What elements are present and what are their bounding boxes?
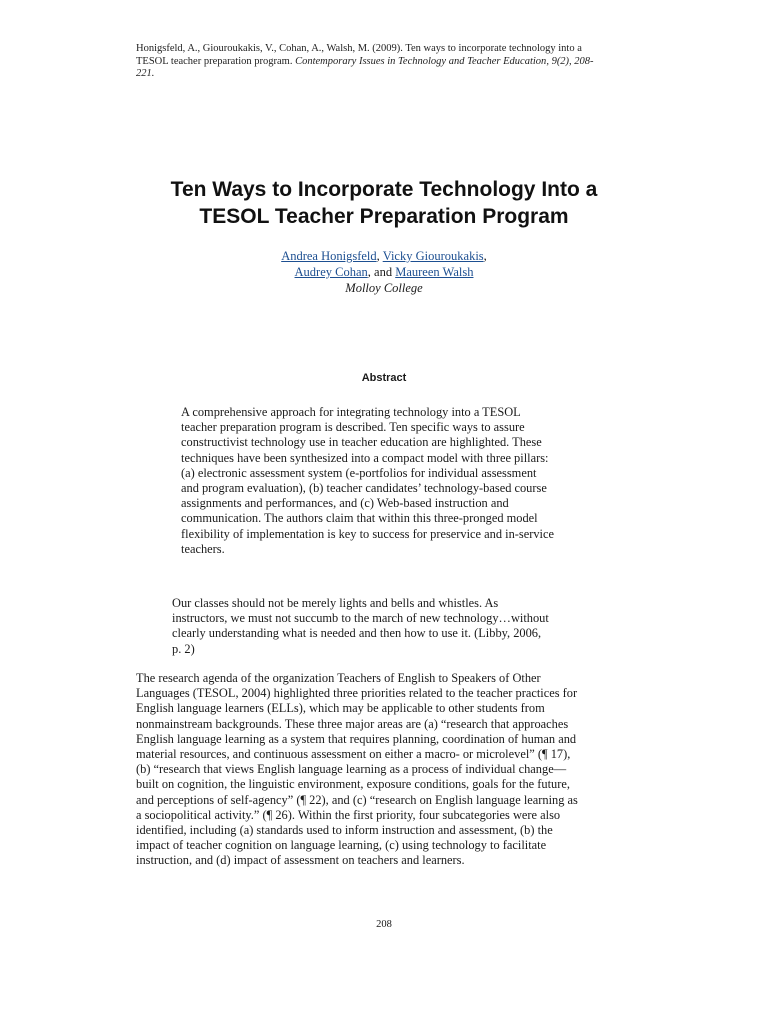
abstract-text-line: and program evaluation), (b) teacher candidates’ technology-based course [181, 481, 547, 496]
page-number: 208 [376, 919, 392, 930]
body-paragraph-line: nonmainstream backgrounds. These three major areas are (a) “research that approaches [136, 716, 569, 731]
citation-line-1: Honigsfeld, A., Giouroukakis, V., Cohan, A., Walsh, M. (2009). Ten ways to incorporate technology into a [136, 43, 582, 54]
body-paragraph-line: material resources, and continuous assessment on either a macro- or microlevel” (¶ 17), [136, 747, 571, 762]
body-paragraph-line: instruction, and (d) impact of assessment on teachers and learners. [136, 853, 465, 868]
citation-line-2 [136, 56, 636, 69]
abstract-text-line: assignments and performances, and (c) Web-based instruction and [181, 496, 509, 511]
abstract-text-line: teacher preparation program is described. Ten specific ways to assure [181, 420, 525, 435]
author-line-1 [0, 248, 768, 264]
body-paragraph-line: The research agenda of the organization Teachers of English to Speakers of Other [136, 671, 541, 685]
body-paragraph-line: (b) “research that views English language learning as a process of individual change— [136, 762, 567, 777]
body-paragraph [136, 671, 636, 869]
paper-title-line-1: Ten Ways to Incorporate Technology Into a [170, 178, 598, 201]
citation-journal: Contemporary Issues in Technology and Teacher Education [295, 55, 547, 67]
author-link-walsh[interactable]: Maureen Walsh [395, 265, 474, 279]
body-paragraph-line: built on cognition, the linguistic environment, exposure conditions, goals for the future, [136, 777, 570, 792]
body-paragraph-line: Languages (TESOL, 2004) highlighted three priorities related to the teacher practices for [136, 686, 578, 701]
body-paragraph-line: identified, including (a) standards used to inform instruction and assessment, (b) the [136, 823, 553, 838]
author-link-cohan[interactable]: Audrey Cohan [294, 265, 368, 279]
author-separator: , [483, 249, 487, 263]
epigraph-line: p. 2) [172, 641, 195, 656]
citation-issue: , 9(2), 208- [546, 55, 594, 67]
body-paragraph-line: and perceptions of self-agency” (¶ 22), and (c) “research on English language learning as [136, 792, 578, 807]
citation-header [136, 43, 636, 81]
author-separator: , and [367, 265, 396, 279]
body-paragraph-line: English language learners (ELLs), which may be applicable to other students from [136, 701, 545, 716]
epigraph-quote [172, 596, 602, 657]
abstract-text [181, 405, 601, 557]
abstract-text-line: communication. The authors claim that within this three-pronged model [181, 511, 538, 526]
epigraph-line: instructors, we must not succumb to the march of new technology…without [172, 611, 549, 626]
author-link-honigsfeld[interactable]: Andrea Honigsfeld [281, 249, 377, 263]
author-separator: , [376, 249, 383, 263]
citation-text: TESOL teacher preparation program. [136, 55, 296, 67]
author-link-giouroukakis[interactable]: Vicky Giouroukakis [382, 249, 484, 263]
citation-line-3: 221. [136, 68, 155, 79]
epigraph-line: Our classes should not be merely lights and bells and whistles. As [172, 596, 499, 610]
body-paragraph-line: a sociopolitical activity.” (¶ 26). Within the first priority, four subcategories were also [136, 807, 561, 822]
abstract-text-line: (a) electronic assessment system (e-portfolios for individual assessment [181, 465, 537, 480]
abstract-text-line: techniques have been synthesized into a compact model with three pillars: [181, 450, 549, 465]
author-line-2 [0, 264, 768, 280]
abstract-text-line: flexibility of implementation is key to success for preservice and in-service [181, 526, 554, 541]
abstract-heading: Abstract [361, 372, 407, 384]
abstract-text-line: A comprehensive approach for integrating technology into a TESOL [181, 405, 521, 419]
author-affiliation: Molloy College [345, 281, 423, 295]
author-block [0, 248, 768, 296]
epigraph-line: clearly understanding what is needed and then how to use it. (Libby, 2006, [172, 626, 542, 641]
body-paragraph-line: English language learning as a system that requires planning, coordination of human and [136, 731, 577, 746]
paper-title [0, 176, 768, 230]
abstract-text-line: teachers. [181, 541, 225, 556]
body-paragraph-line: impact of teacher cognition on language learning, (c) using technology to facilitate [136, 838, 547, 853]
paper-title-line-2: TESOL Teacher Preparation Program [199, 205, 569, 228]
abstract-text-line: constructivist technology use in teacher education are highlighted. These [181, 435, 542, 450]
